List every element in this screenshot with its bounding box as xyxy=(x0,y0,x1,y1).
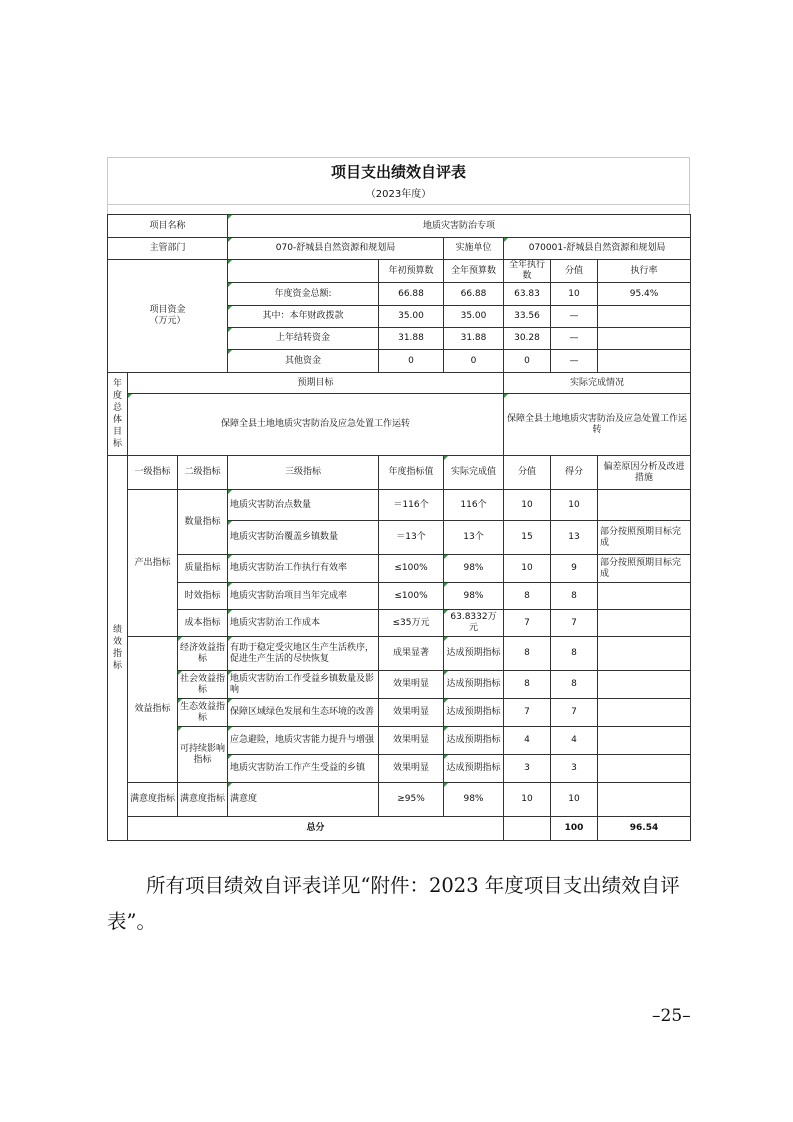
evaluation-form xyxy=(107,157,690,841)
indicator-target: 效果明显 xyxy=(379,727,444,755)
indicator-target: ≤35万元 xyxy=(379,610,444,637)
indicator-reason: 部分按照预期目标完成 xyxy=(598,555,691,583)
level2-timeliness: 时效指标 xyxy=(178,583,228,610)
dept-label: 主管部门 xyxy=(108,238,228,260)
funds-row-label: 年度资金总额: xyxy=(228,283,379,306)
goal-label-cell xyxy=(108,373,128,456)
funds-header: 分值 xyxy=(551,260,598,283)
indicator-score: 8 xyxy=(504,583,551,610)
funds-cell: 31.88 xyxy=(444,328,504,350)
indicator-name: 地质灾害防治工作受益乡镇数量及影响 xyxy=(228,671,379,699)
indicator-reason xyxy=(598,727,691,755)
indicator-got: 8 xyxy=(551,637,598,671)
indicator-reason: 部分按照预期目标完成 xyxy=(598,521,691,555)
goal-actual: 保障全县土地地质灾害防治及应急处置工作运转 xyxy=(504,394,691,456)
funds-cell: 66.88 xyxy=(444,283,504,306)
funds-header: 年初预算数 xyxy=(379,260,444,283)
indicator-target: 效果明显 xyxy=(379,755,444,783)
funds-label: 项目资金 （万元） xyxy=(108,260,228,373)
indicator-name: 地质灾害防治工作执行有效率 xyxy=(228,555,379,583)
indicator-name: 地质灾害防治覆盖乡镇数量 xyxy=(228,521,379,555)
funds-cell: 31.88 xyxy=(379,328,444,350)
indicator-name: 地质灾害防治工作产生受益的乡镇 xyxy=(228,755,379,783)
level2-quantity: 数量指标 xyxy=(178,490,228,555)
indicator-score: 4 xyxy=(504,727,551,755)
indicator-target: ≤100% xyxy=(379,583,444,610)
body-paragraph: 所有项目绩效自评表详见“附件：2023 年度项目支出绩效自评表”。 xyxy=(107,874,680,933)
form-year: （2023年度） xyxy=(107,186,690,205)
indicator-name: 地质灾害防治项目当年完成率 xyxy=(228,583,379,610)
level2-satisfaction: 满意度指标 xyxy=(178,783,228,817)
indicator-got: 9 xyxy=(551,555,598,583)
indicator-score: 7 xyxy=(504,699,551,727)
indicator-actual: 116个 xyxy=(444,490,504,521)
level2-quality: 质量指标 xyxy=(178,555,228,583)
funds-cell xyxy=(598,306,691,328)
funds-cell: — xyxy=(551,350,598,373)
funds-cell: 35.00 xyxy=(379,306,444,328)
funds-header: 全年预算数 xyxy=(444,260,504,283)
indicator-score: 3 xyxy=(504,755,551,783)
funds-cell: 66.88 xyxy=(379,283,444,306)
total-blank xyxy=(504,817,551,841)
indicator-score: 10 xyxy=(504,555,551,583)
ind-header: 年度指标值 xyxy=(379,456,444,490)
indicator-reason xyxy=(598,490,691,521)
indicator-actual: 达成预期指标 xyxy=(444,727,504,755)
level2-economic: 经济效益指标 xyxy=(178,637,228,671)
indicator-reason xyxy=(598,637,691,671)
level1-output: 产出指标 xyxy=(128,490,178,637)
indicator-name: 保障区域绿色发展和生态环境的改善 xyxy=(228,699,379,727)
indicator-target: 效果明显 xyxy=(379,671,444,699)
indicator-got: 8 xyxy=(551,671,598,699)
indicator-actual: 13个 xyxy=(444,521,504,555)
indicator-got: 7 xyxy=(551,610,598,637)
indicator-reason xyxy=(598,783,691,817)
funds-cell xyxy=(598,350,691,373)
indicator-score: 7 xyxy=(504,610,551,637)
level1-benefit: 效益指标 xyxy=(128,637,178,783)
page-number: –25– xyxy=(652,1006,691,1026)
total-got: 96.54 xyxy=(598,817,691,841)
indicator-actual: 达成预期指标 xyxy=(444,699,504,727)
funds-cell: 30.28 xyxy=(504,328,551,350)
funds-header: 执行率 xyxy=(598,260,691,283)
total-score: 100 xyxy=(551,817,598,841)
ind-header: 实际完成值 xyxy=(444,456,504,490)
funds-row-label: 其中：本年财政拨款 xyxy=(228,306,379,328)
indicator-score: 10 xyxy=(504,490,551,521)
funds-cell: 95.4% xyxy=(598,283,691,306)
ind-header: 分值 xyxy=(504,456,551,490)
indicator-got: 4 xyxy=(551,727,598,755)
self-evaluation-table xyxy=(107,214,691,841)
indicator-actual: 达成预期指标 xyxy=(444,637,504,671)
indicator-name: 地质灾害防治点数量 xyxy=(228,490,379,521)
funds-header-blank xyxy=(228,260,379,283)
indicator-name: 满意度 xyxy=(228,783,379,817)
indicator-actual: 63.8332万元 xyxy=(444,610,504,637)
indicator-got: 7 xyxy=(551,699,598,727)
level2-sustainable: 可持续影响指标 xyxy=(178,727,228,783)
indicator-reason xyxy=(598,671,691,699)
funds-header: 全年执行数 xyxy=(504,260,551,283)
goal-expected: 保障全县土地地质灾害防治及应急处置工作运转 xyxy=(128,394,504,456)
funds-cell: 0 xyxy=(379,350,444,373)
indicator-got: 3 xyxy=(551,755,598,783)
indicator-name: 应急避险，地质灾害能力提升与增强 xyxy=(228,727,379,755)
indicator-actual: 98% xyxy=(444,583,504,610)
indicator-name: 地质灾害防治工作成本 xyxy=(228,610,379,637)
funds-cell: 10 xyxy=(551,283,598,306)
indicator-target: 成果显著 xyxy=(379,637,444,671)
funds-cell: 0 xyxy=(504,350,551,373)
funds-cell: 0 xyxy=(444,350,504,373)
spacer xyxy=(107,205,690,214)
goal-expected-label: 预期目标 xyxy=(128,373,504,394)
indicator-actual: 达成预期指标 xyxy=(444,671,504,699)
perf-label: 绩效指标 xyxy=(112,625,122,671)
indicator-name: 有助于稳定受灾地区生产生活秩序，促进生产生活的尽快恢复 xyxy=(228,637,379,671)
form-title: 项目支出绩效自评表 xyxy=(107,157,690,186)
indicator-actual: 98% xyxy=(444,783,504,817)
level2-social: 社会效益指标 xyxy=(178,671,228,699)
indicator-reason xyxy=(598,610,691,637)
indicator-score: 10 xyxy=(504,783,551,817)
level2-cost: 成本指标 xyxy=(178,610,228,637)
funds-cell: — xyxy=(551,328,598,350)
level1-satisfaction: 满意度指标 xyxy=(128,783,178,817)
indicator-score: 15 xyxy=(504,521,551,555)
total-label: 总分 xyxy=(128,817,504,841)
ind-header: 二级指标 xyxy=(178,456,228,490)
ind-header: 一级指标 xyxy=(128,456,178,490)
level2-ecological: 生态效益指标 xyxy=(178,699,228,727)
funds-cell: — xyxy=(551,306,598,328)
impl-label: 实施单位 xyxy=(444,238,504,260)
project-name-label: 项目名称 xyxy=(108,215,228,238)
indicator-actual: 98% xyxy=(444,555,504,583)
indicator-reason xyxy=(598,699,691,727)
indicator-reason xyxy=(598,755,691,783)
funds-cell: 33.56 xyxy=(504,306,551,328)
indicator-target: 效果明显 xyxy=(379,699,444,727)
indicator-actual: 达成预期指标 xyxy=(444,755,504,783)
indicator-target: ≤100% xyxy=(379,555,444,583)
indicator-got: 10 xyxy=(551,490,598,521)
dept-value: 070-舒城县自然资源和规划局 xyxy=(228,238,444,260)
indicator-score: 8 xyxy=(504,671,551,699)
goal-label: 年度总体目标 xyxy=(112,379,122,449)
funds-cell: 35.00 xyxy=(444,306,504,328)
indicator-got: 8 xyxy=(551,583,598,610)
funds-cell xyxy=(598,328,691,350)
impl-value: 070001-舒城县自然资源和规划局 xyxy=(504,238,691,260)
indicator-target: ＝116个 xyxy=(379,490,444,521)
funds-row-label: 上年结转资金 xyxy=(228,328,379,350)
perf-label-cell xyxy=(108,456,128,841)
indicator-got: 10 xyxy=(551,783,598,817)
ind-header: 偏差原因分析及改进措施 xyxy=(598,456,691,490)
goal-actual-label: 实际完成情况 xyxy=(504,373,691,394)
indicator-target: ≥95% xyxy=(379,783,444,817)
indicator-target: ＝13个 xyxy=(379,521,444,555)
project-name: 地质灾害防治专项 xyxy=(228,215,691,238)
funds-row-label: 其他资金 xyxy=(228,350,379,373)
ind-header: 三级指标 xyxy=(228,456,379,490)
funds-cell: 63.83 xyxy=(504,283,551,306)
indicator-got: 13 xyxy=(551,521,598,555)
indicator-score: 8 xyxy=(504,637,551,671)
ind-header: 得分 xyxy=(551,456,598,490)
indicator-reason xyxy=(598,583,691,610)
